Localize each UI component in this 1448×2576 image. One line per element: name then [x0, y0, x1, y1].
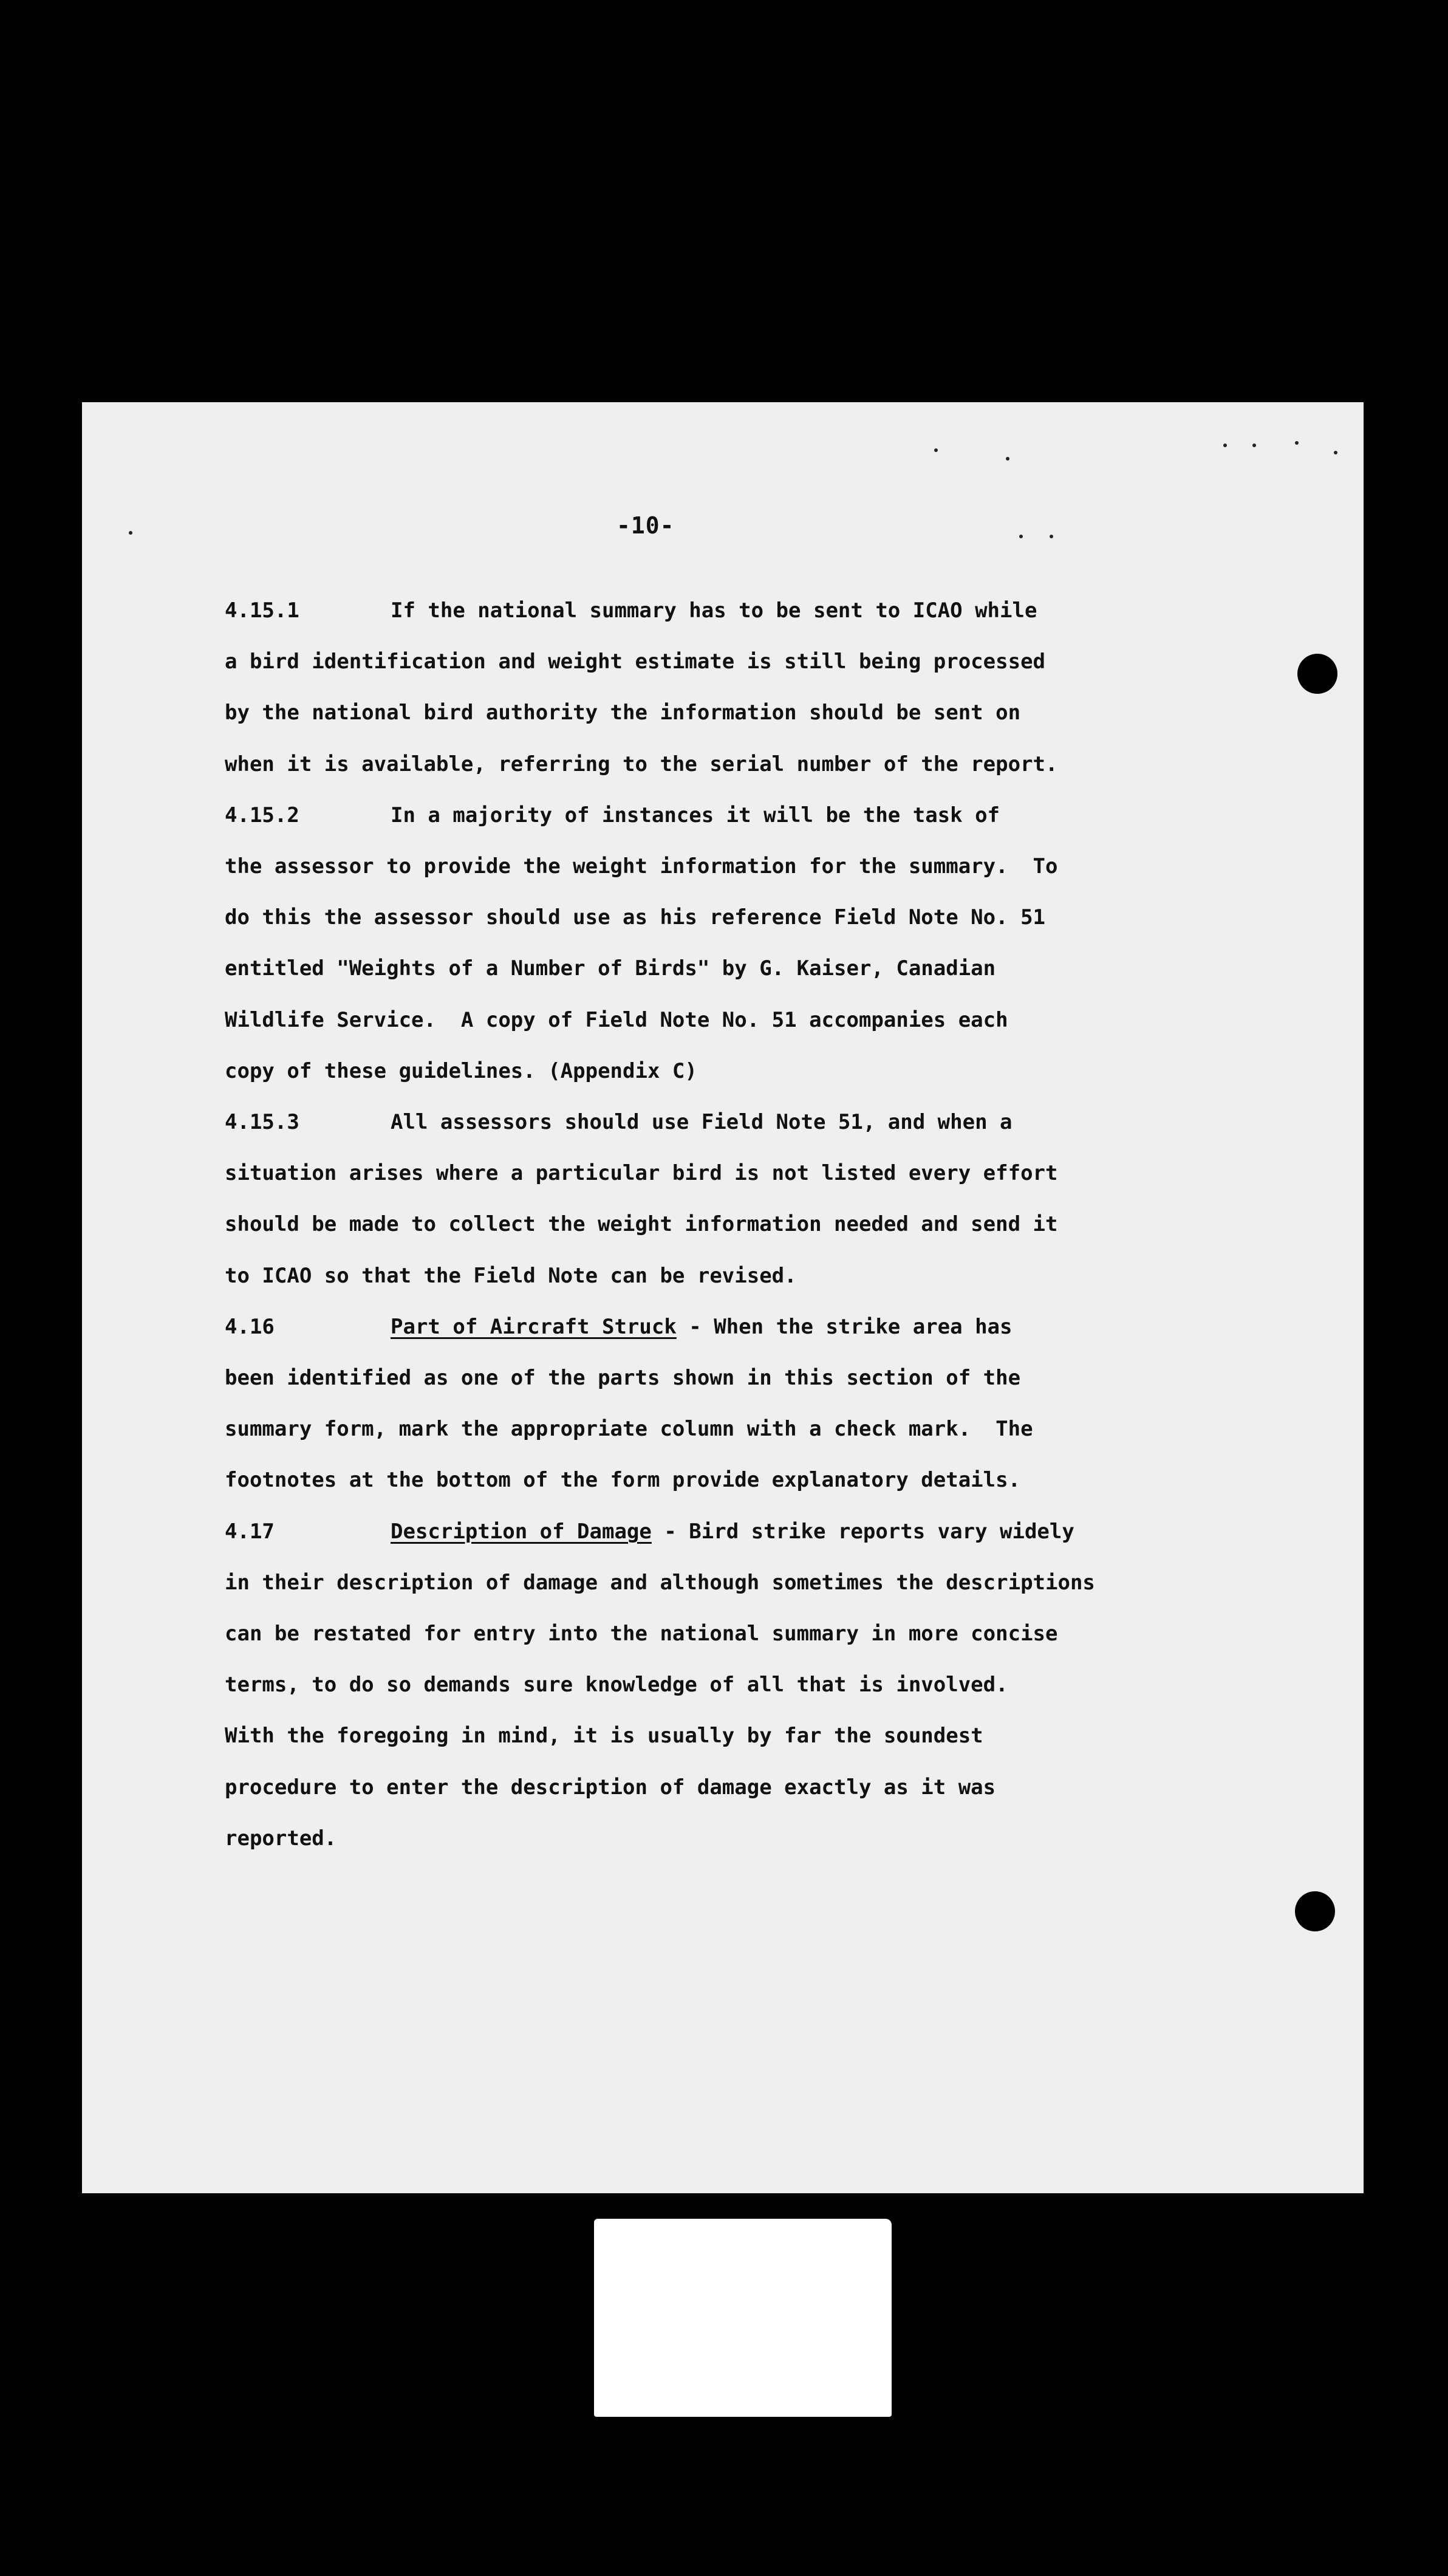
line-text: - Bird strike reports vary widely — [651, 1519, 1074, 1544]
text-line — [225, 1470, 1020, 1490]
text-line — [225, 1163, 1057, 1184]
line-text: can be restated for entry into the national summary in more concise — [225, 1622, 1058, 1646]
line-text: do this the assessor should use as his reference Field Note No. 51 — [225, 905, 1046, 930]
text-line — [225, 907, 1045, 928]
speck — [934, 448, 938, 452]
line-text: in their description of damage and although sometimes the descriptions — [225, 1571, 1095, 1595]
line-text: procedure to enter the description of damage exactly as it was — [225, 1775, 996, 1800]
text-line — [225, 1419, 1033, 1439]
line-text: when it is available, referring to the serial number of the report. — [225, 752, 1058, 776]
section-number: 4.17 — [225, 1519, 275, 1544]
section-number: 4.15.1 — [225, 598, 299, 623]
section-number: 4.15.2 — [225, 803, 299, 827]
section-number: 4.15.3 — [225, 1110, 299, 1134]
line-text: All assessors should use Field Note 51, and when a — [391, 1110, 1013, 1134]
speck — [1050, 535, 1053, 538]
line-text: If the national summary has to be sent to ICAO while — [391, 598, 1037, 623]
speck — [1334, 451, 1337, 454]
text-line — [225, 1674, 1008, 1695]
page-number: -10- — [616, 512, 675, 539]
speck — [129, 531, 132, 535]
text-line — [225, 1623, 1057, 1644]
section-heading: Part of Aircraft Struck — [391, 1315, 677, 1339]
speck — [1252, 444, 1256, 447]
text-line — [225, 1368, 1020, 1388]
line-text: by the national bird authority the information should be sent on — [225, 701, 1021, 725]
line-text: should be made to collect the weight information needed and send it — [225, 1212, 1058, 1236]
text-line — [225, 1266, 797, 1286]
text-line — [225, 1521, 1074, 1542]
line-text: the assessor to provide the weight information for the summary. To — [225, 854, 1058, 879]
text-line — [225, 1317, 1013, 1337]
line-text: - When the strike area has — [676, 1315, 1013, 1339]
line-text: been identified as one of the parts shown in this section of the — [225, 1366, 1021, 1390]
text-line — [225, 1777, 995, 1798]
label-card — [594, 2219, 892, 2417]
text-line — [225, 754, 1057, 775]
speck — [1006, 457, 1009, 461]
punch-hole-top — [1297, 654, 1337, 694]
text-line — [225, 651, 1045, 672]
text-line — [225, 1725, 983, 1746]
text-line — [225, 1112, 1013, 1132]
text-line — [225, 600, 1037, 621]
line-text: situation arises where a particular bird is not listed every effort — [225, 1161, 1058, 1185]
section-heading: Description of Damage — [391, 1519, 652, 1544]
text-line — [225, 805, 1000, 826]
speck — [1019, 535, 1023, 538]
line-text: summary form, mark the appropriate column with a check mark. The — [225, 1417, 1033, 1441]
text-line — [225, 702, 1020, 723]
line-text: Wildlife Service. A copy of Field Note No. 51 accompanies each — [225, 1008, 1008, 1032]
line-text: entitled "Weights of a Number of Birds" by G. Kaiser, Canadian — [225, 956, 996, 981]
text-line — [225, 958, 995, 979]
text-line — [225, 1572, 1095, 1593]
text-line — [225, 1828, 336, 1849]
text-line — [225, 1061, 697, 1081]
text-line — [225, 856, 1057, 877]
line-text: footnotes at the bottom of the form provide explanatory details. — [225, 1468, 1021, 1492]
line-text: a bird identification and weight estimate is still being processed — [225, 649, 1046, 674]
line-text: reported. — [225, 1826, 337, 1851]
speck — [1223, 444, 1227, 447]
text-line — [225, 1010, 1008, 1030]
line-text: With the foregoing in mind, it is usually by far the soundest — [225, 1724, 983, 1748]
text-line — [225, 1214, 1057, 1235]
punch-hole-bottom — [1295, 1891, 1335, 1931]
speck — [1295, 441, 1299, 445]
line-text: copy of these guidelines. (Appendix C) — [225, 1059, 697, 1083]
line-text: terms, to do so demands sure knowledge of all that is involved. — [225, 1673, 1008, 1697]
section-number: 4.16 — [225, 1315, 275, 1339]
line-text: In a majority of instances it will be the task of — [391, 803, 1000, 827]
line-text: to ICAO so that the Field Note can be revised. — [225, 1264, 797, 1288]
